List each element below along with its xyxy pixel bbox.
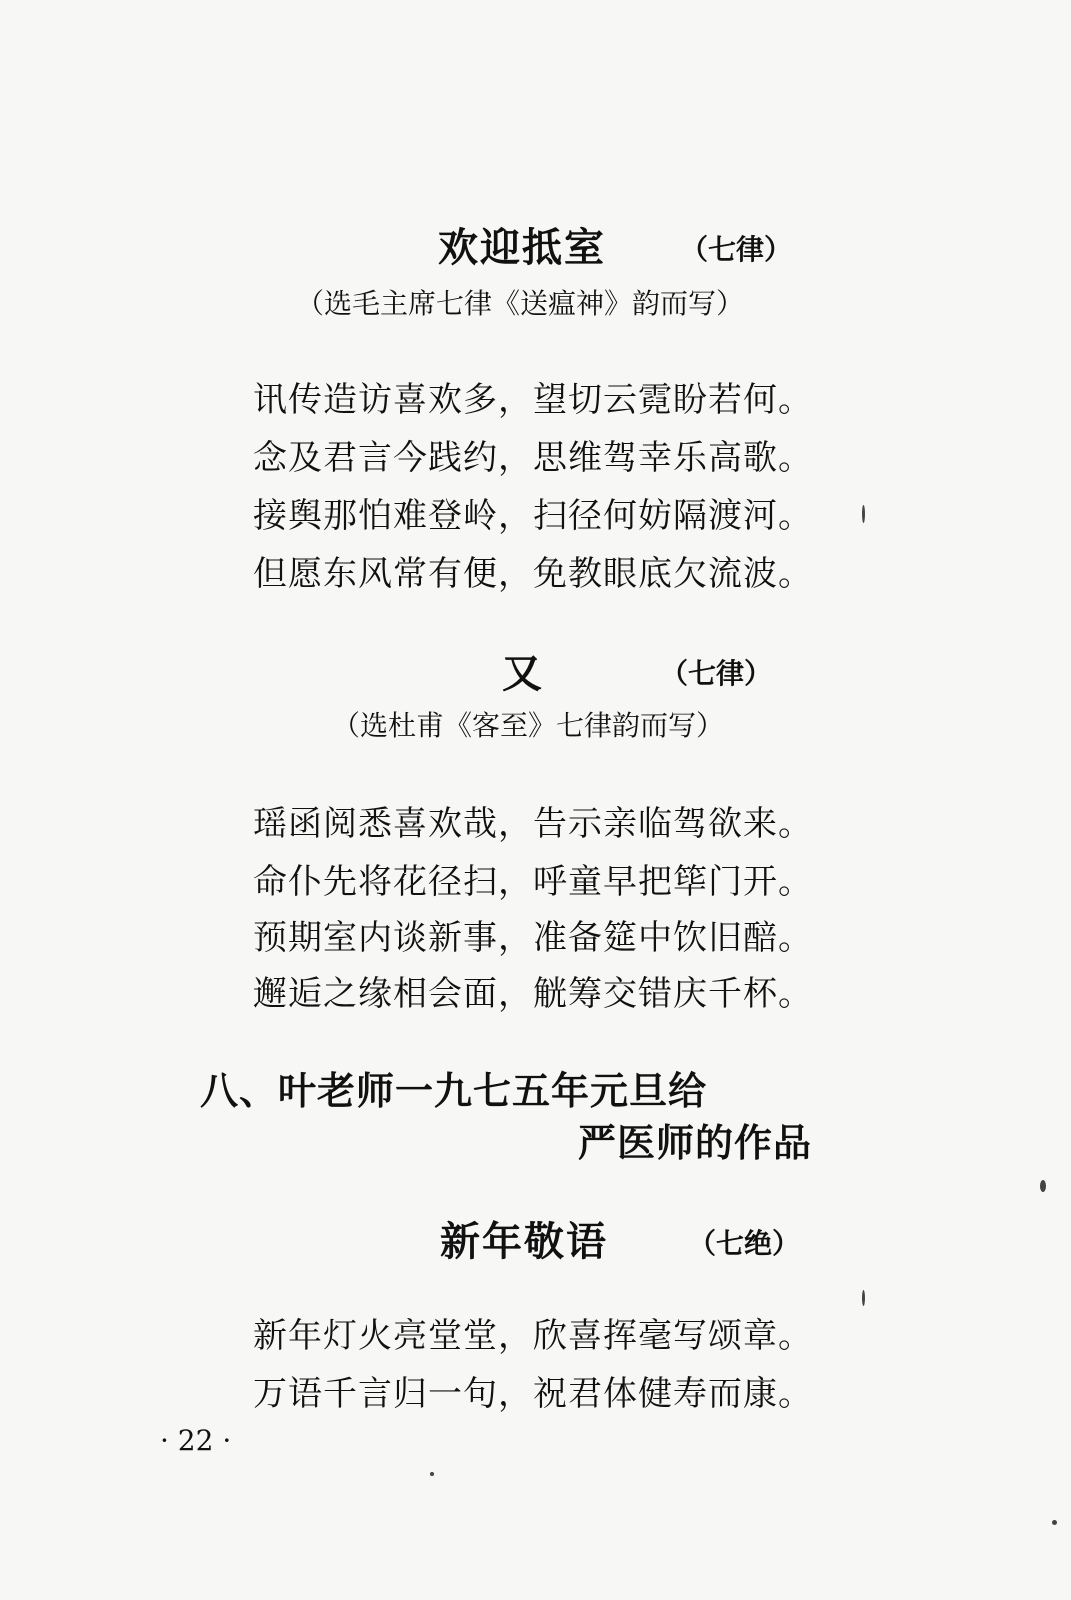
poem1-line-4: 但愿东风常有便，免教眼底欠流波。: [253, 554, 813, 594]
poem3-title: 新年敬语: [440, 1219, 608, 1265]
poem2-line-2: 命仆先将花径扫，呼童早把筚门开。: [253, 862, 813, 902]
poem1-line-2: 念及君言今践约，思维驾幸乐高歌。: [253, 438, 813, 478]
scan-speck: [430, 1472, 434, 1476]
poem2-line-1: 瑶函阅悉喜欢哉，告示亲临驾欲来。: [253, 804, 813, 844]
poem1-line-3: 接舆那怕难登岭，扫径何妨隔渡河。: [253, 496, 813, 536]
poem1-note: （选毛主席七律《送瘟神》韵而写）: [296, 287, 745, 320]
page-number: · 22 ·: [160, 1424, 232, 1457]
scan-speck: [862, 1290, 865, 1306]
section-heading-line-2: 严医师的作品: [578, 1121, 813, 1165]
poem1-line-1: 讯传造访喜欢多，望切云霓盼若何。: [253, 380, 813, 420]
scan-speck: [862, 505, 865, 523]
scan-speck: [1052, 1520, 1057, 1525]
poem1-form: （七律）: [680, 233, 793, 266]
poem3-line-1: 新年灯火亮堂堂，欣喜挥毫写颂章。: [253, 1316, 813, 1356]
poem2-line-4: 邂逅之缘相会面，觥筹交错庆千杯。: [253, 974, 813, 1014]
section-heading-line-1: 八、叶老师一九七五年元旦给: [200, 1069, 708, 1113]
poem2-line-3: 预期室内谈新事，准备筵中饮旧醅。: [253, 918, 813, 958]
poem2-note: （选杜甫《客至》七律韵而写）: [332, 709, 725, 742]
poem2-title: 又: [502, 651, 544, 697]
poem2-form: （七律）: [660, 657, 773, 690]
poem3-form: （七绝）: [688, 1227, 801, 1260]
poem3-line-2: 万语千言归一句，祝君体健寿而康。: [253, 1374, 813, 1414]
poem1-title: 欢迎抵室: [438, 225, 606, 271]
scan-speck: [1040, 1180, 1046, 1192]
